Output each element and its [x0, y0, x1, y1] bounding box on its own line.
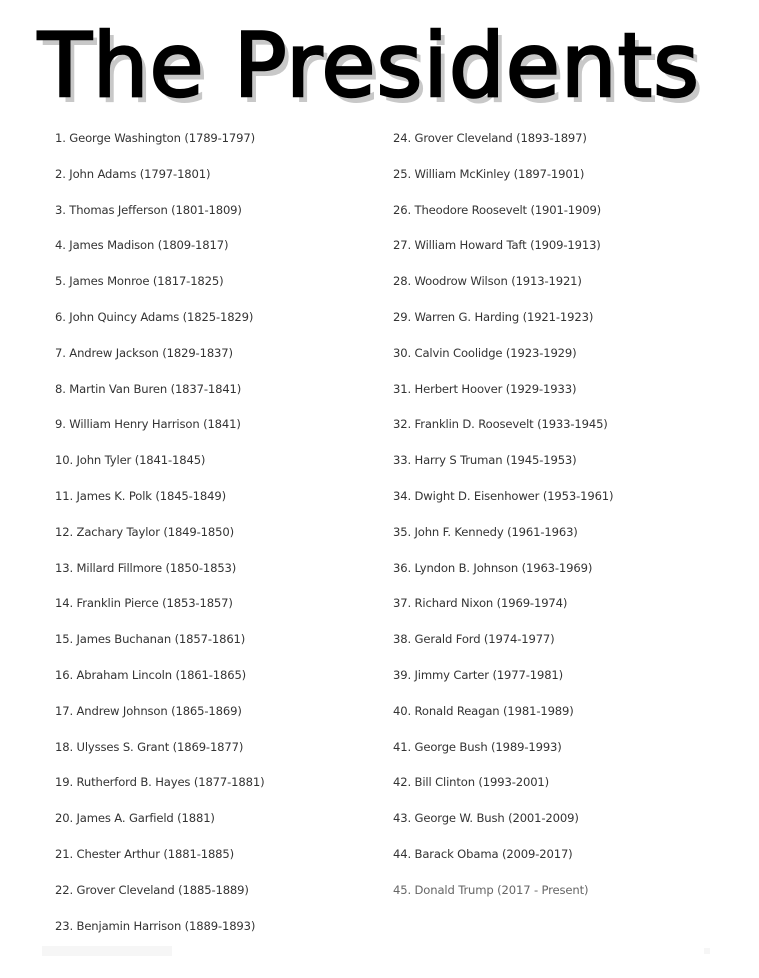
president-entry: 18. Ulysses S. Grant (1869-1877): [55, 739, 244, 754]
presidents-list-right: [393, 129, 613, 917]
president-entry: 37. Richard Nixon (1969-1974): [393, 596, 568, 611]
president-entry: 21. Chester Arthur (1881-1885): [55, 846, 235, 861]
president-entry: 11. James K. Polk (1845-1849): [55, 488, 226, 503]
president-entry: 29. Warren G. Harding (1921-1923): [393, 309, 594, 324]
president-entry: 15. James Buchanan (1857-1861): [55, 632, 246, 647]
president-entry: 8. Martin Van Buren (1837-1841): [55, 381, 242, 396]
president-entry: 23. Benjamin Harrison (1889-1893): [55, 918, 256, 933]
president-entry: 27. William Howard Taft (1909-1913): [393, 238, 601, 253]
page-title: The Presidents: [38, 14, 700, 117]
president-entry: 26. Theodore Roosevelt (1901-1909): [393, 202, 602, 217]
president-entry: 1. George Washington (1789-1797): [55, 131, 255, 145]
president-entry: 33. Harry S Truman (1945-1953): [393, 453, 577, 468]
president-entry: 28. Woodrow Wilson (1913-1921): [393, 274, 582, 289]
president-entry: 7. Andrew Jackson (1829-1837): [55, 345, 233, 360]
president-entry: 20. James A. Garfield (1881): [55, 811, 215, 826]
president-entry: 41. George Bush (1989-1993): [393, 739, 562, 754]
president-entry: 24. Grover Cleveland (1893-1897): [393, 131, 587, 145]
president-entry: 32. Franklin D. Roosevelt (1933-1945): [393, 417, 608, 432]
president-entry: 45. Donald Trump (2017 - Present): [393, 882, 589, 897]
president-entry: 3. Thomas Jefferson (1801-1809): [55, 202, 242, 217]
president-entry: 5. James Monroe (1817-1825): [55, 274, 224, 289]
president-entry: 39. Jimmy Carter (1977-1981): [393, 667, 564, 682]
presidents-list-left: [55, 129, 264, 952]
president-entry: 42. Bill Clinton (1993-2001): [393, 775, 550, 790]
president-entry: 44. Barack Obama (2009-2017): [393, 846, 573, 861]
president-entry: 35. John F. Kennedy (1961-1963): [393, 524, 578, 539]
president-entry: 36. Lyndon B. Johnson (1963-1969): [393, 560, 593, 575]
president-entry: 9. William Henry Harrison (1841): [55, 417, 241, 432]
president-entry: 13. Millard Fillmore (1850-1853): [55, 560, 237, 575]
president-entry: 38. Gerald Ford (1974-1977): [393, 632, 555, 647]
president-entry: 31. Herbert Hoover (1929-1933): [393, 381, 577, 396]
president-entry: 19. Rutherford B. Hayes (1877-1881): [55, 775, 265, 790]
president-entry: 16. Abraham Lincoln (1861-1865): [55, 667, 247, 682]
president-entry: 4. James Madison (1809-1817): [55, 238, 229, 253]
president-entry: 17. Andrew Johnson (1865-1869): [55, 703, 242, 718]
president-entry: 10. John Tyler (1841-1845): [55, 453, 206, 468]
president-entry: 34. Dwight D. Eisenhower (1953-1961): [393, 488, 614, 503]
president-entry: 12. Zachary Taylor (1849-1850): [55, 524, 234, 539]
footer-strip: [42, 946, 172, 956]
president-entry: 40. Ronald Reagan (1981-1989): [393, 703, 574, 718]
president-entry: 43. George W. Bush (2001-2009): [393, 811, 579, 826]
president-entry: 30. Calvin Coolidge (1923-1929): [393, 345, 577, 360]
president-entry: 2. John Adams (1797-1801): [55, 166, 211, 181]
president-entry: 14. Franklin Pierce (1853-1857): [55, 596, 233, 611]
president-entry: 25. William McKinley (1897-1901): [393, 166, 585, 181]
president-entry: 6. John Quincy Adams (1825-1829): [55, 309, 254, 324]
footer-mark: [704, 948, 710, 954]
president-entry: 22. Grover Cleveland (1885-1889): [55, 882, 249, 897]
